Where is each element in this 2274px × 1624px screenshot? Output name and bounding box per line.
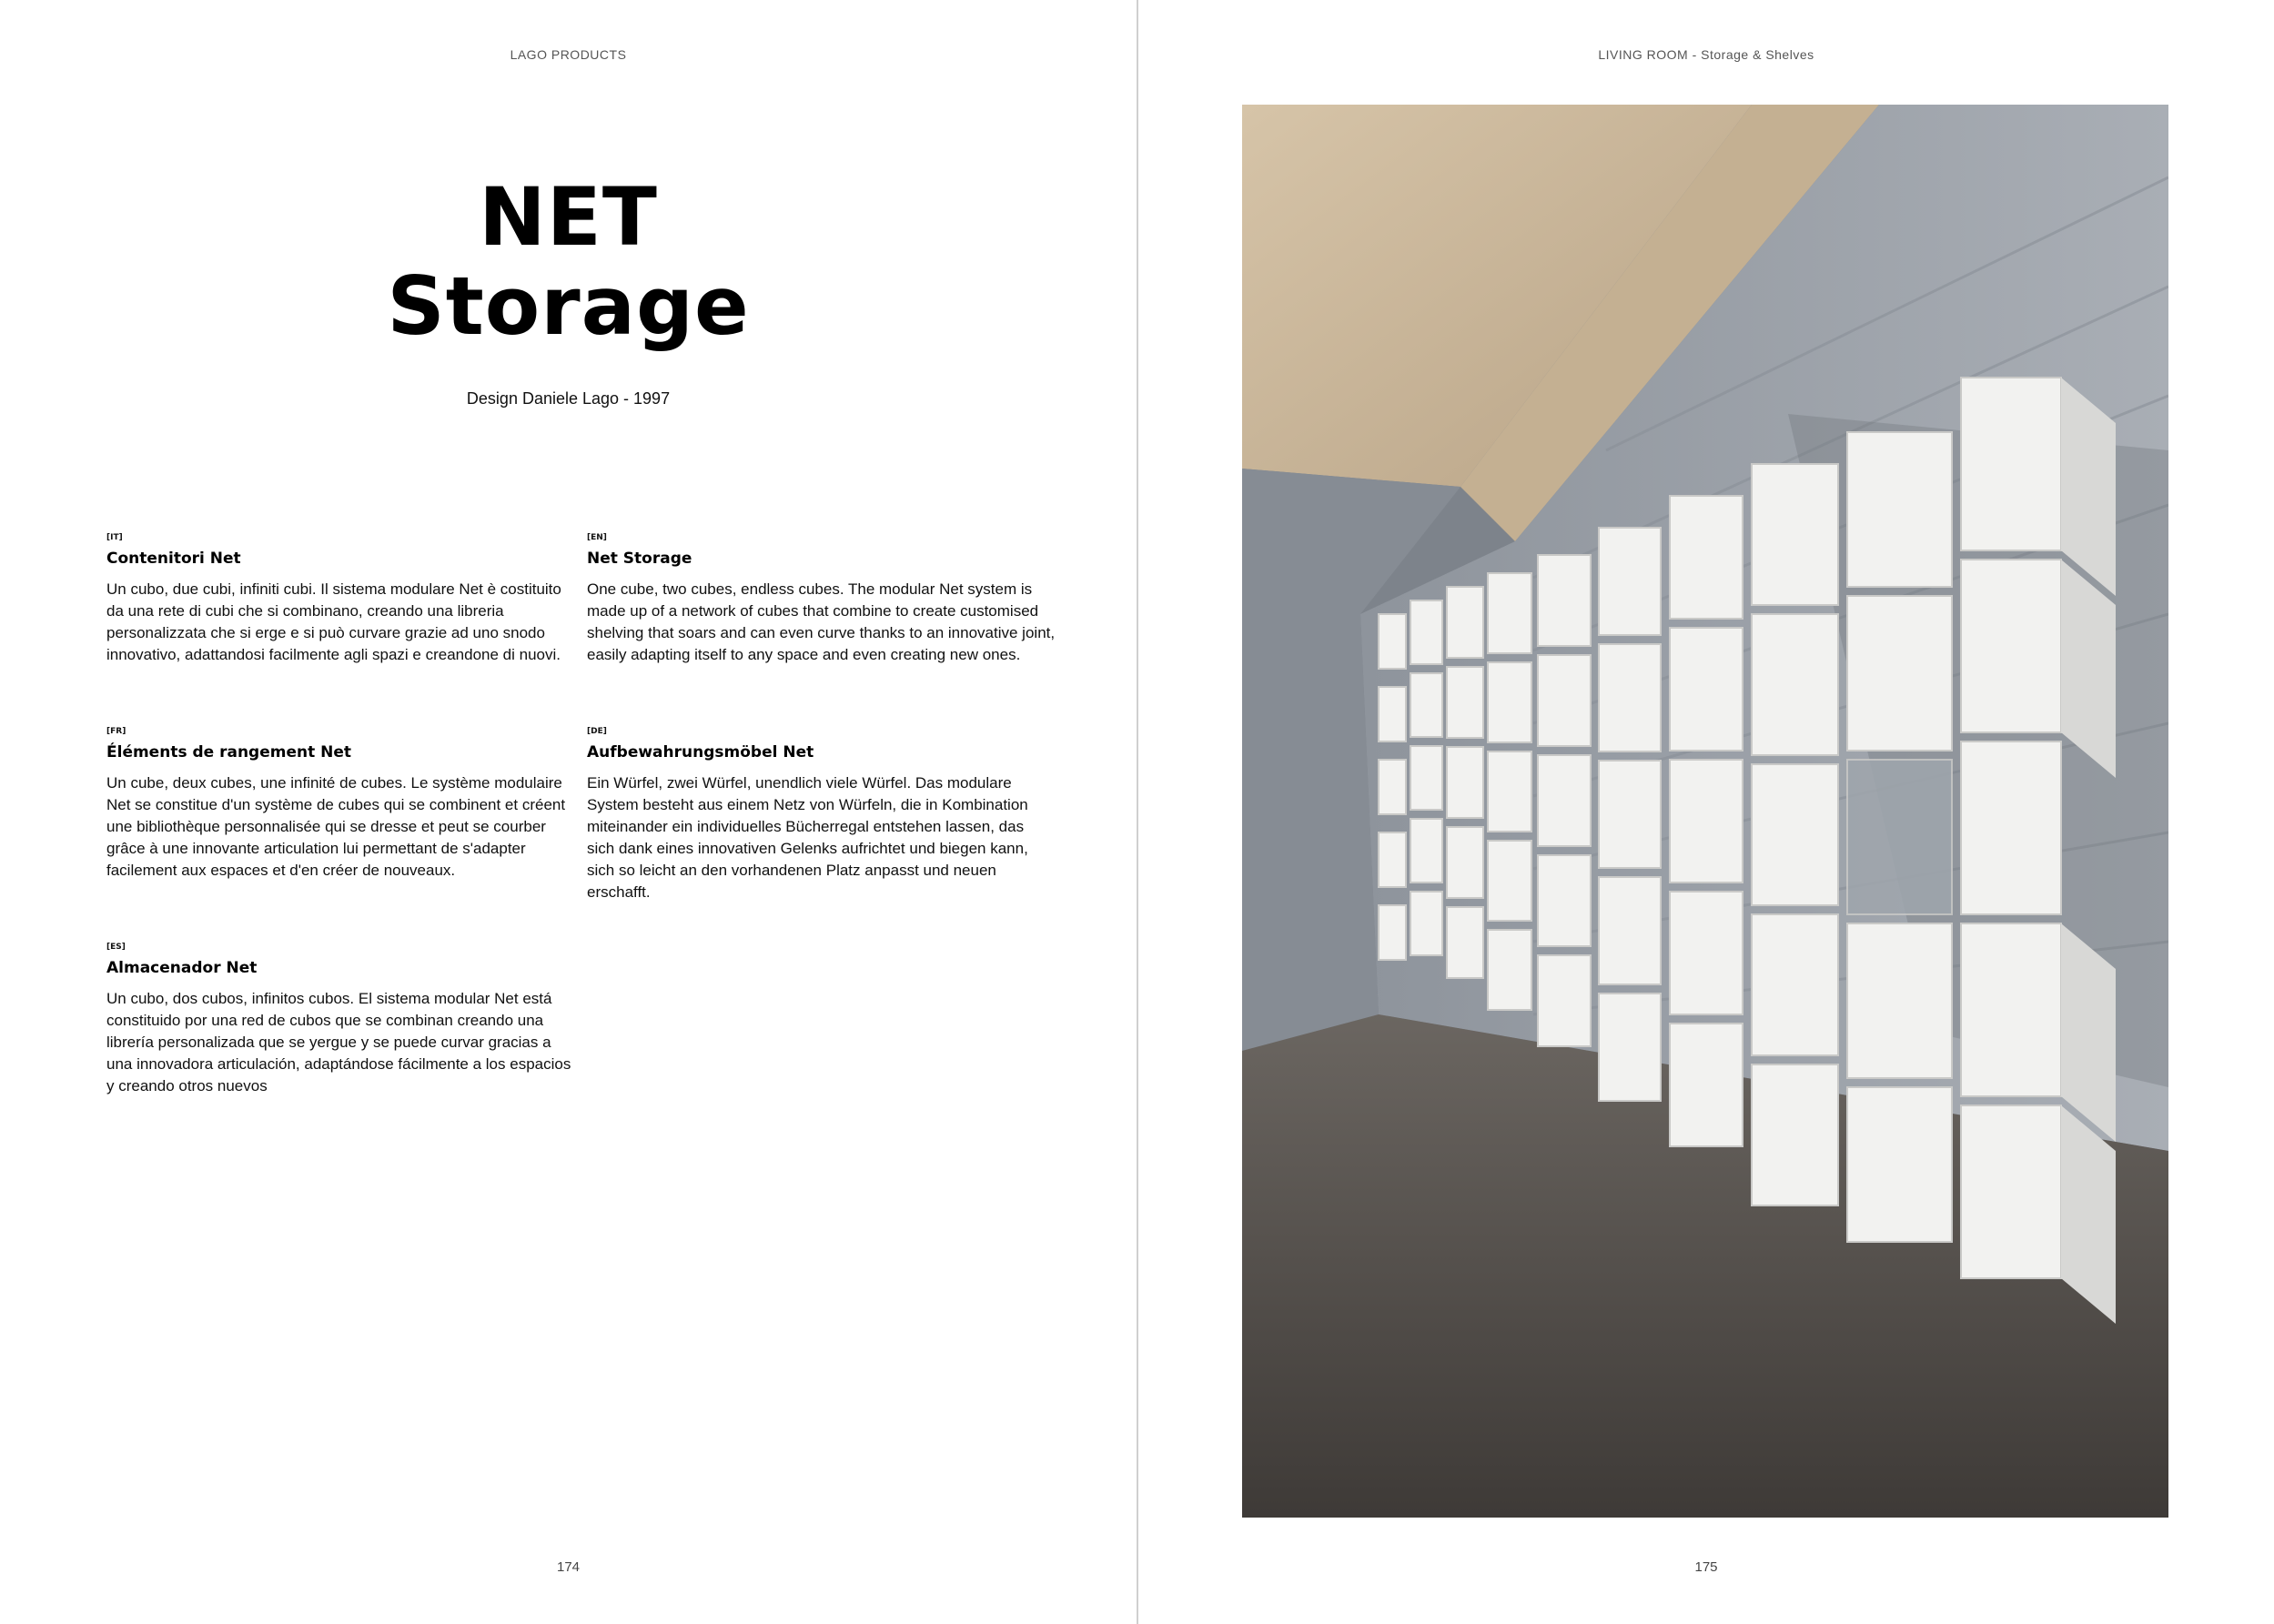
right-page xyxy=(1138,0,2274,1624)
page-number-left: 174 xyxy=(556,1559,581,1575)
language-tag: [DE] xyxy=(587,727,607,736)
language-tag: [FR] xyxy=(106,727,126,736)
title-line-2: Storage xyxy=(387,259,750,353)
page-title xyxy=(0,170,1137,353)
language-tag: [ES] xyxy=(106,943,126,952)
language-tag: [EN] xyxy=(587,533,607,542)
section-heading: Éléments de rangement Net xyxy=(106,743,352,762)
section-body: Un cube, deux cubes, une infinité de cubes. Le système modulaire Net se constitue d'un système de cubes qui se combinent et créent une bibliothèque personnalisée qui se dresse et peut se courber grâce à une innovante articulation lui permettant de s'adapter facilement aux espaces et d'en créer de nouveaux. xyxy=(106,774,566,879)
section-heading: Contenitori Net xyxy=(106,550,241,568)
title-line-1: NET xyxy=(479,170,658,264)
section-body: One cube, two cubes, endless cubes. The modular Net system is made up of a network of cubes that combine to create customised shelving that soars and can even curve thanks to an innovative joint, easily adapting itself to any space and even creating new ones. xyxy=(587,580,1056,663)
product-photo xyxy=(1242,105,2168,1518)
running-head-left: LAGO PRODUCTS xyxy=(510,47,627,62)
section-en xyxy=(587,533,1056,666)
net-storage-photo xyxy=(1242,105,2168,1518)
section-body: Un cubo, dos cubos, infinitos cubos. El sistema modular Net está constituido por una red de cubos que se combinan creando una librería personalizada que se yergue y se puede curvar gracias a una innovadora articulación, adaptándose fácilmente a los espacios y creando otros nuevos xyxy=(106,990,571,1094)
language-tag: [IT] xyxy=(106,533,123,542)
section-heading: Aufbewahrungsmöbel Net xyxy=(587,743,814,762)
section-body: Ein Würfel, zwei Würfel, unendlich viele Würfel. Das modulare System besteht aus einem Netz von Würfeln, die in Kombination miteinander ein individuelles Bücherregal entstehen lassen, das sich dank eines innovativen Gelenks aufrichtet und biegen kann, sich so leicht an den vorhandenen Platz anpasst und neuen erschafft. xyxy=(587,774,1028,901)
section-heading: Net Storage xyxy=(587,550,692,568)
page-number-right: 175 xyxy=(1694,1559,1718,1575)
section-fr xyxy=(106,727,575,882)
design-credit: Design Daniele Lago - 1997 xyxy=(466,389,671,408)
section-heading: Almacenador Net xyxy=(106,959,258,977)
section-body: Un cubo, due cubi, infiniti cubi. Il sistema modulare Net è costituito da una rete di cubi che si combinano, creando una libreria personalizzata che si erge e si può curvare grazie ad uno snodo innovativo, adattandosi facilmente agli spazi e creandone di nuovi. xyxy=(106,580,561,663)
section-de xyxy=(587,727,1056,903)
section-es xyxy=(106,943,575,1097)
running-head-right: LIVING ROOM - Storage & Shelves xyxy=(1598,47,1814,62)
section-it xyxy=(106,533,575,666)
